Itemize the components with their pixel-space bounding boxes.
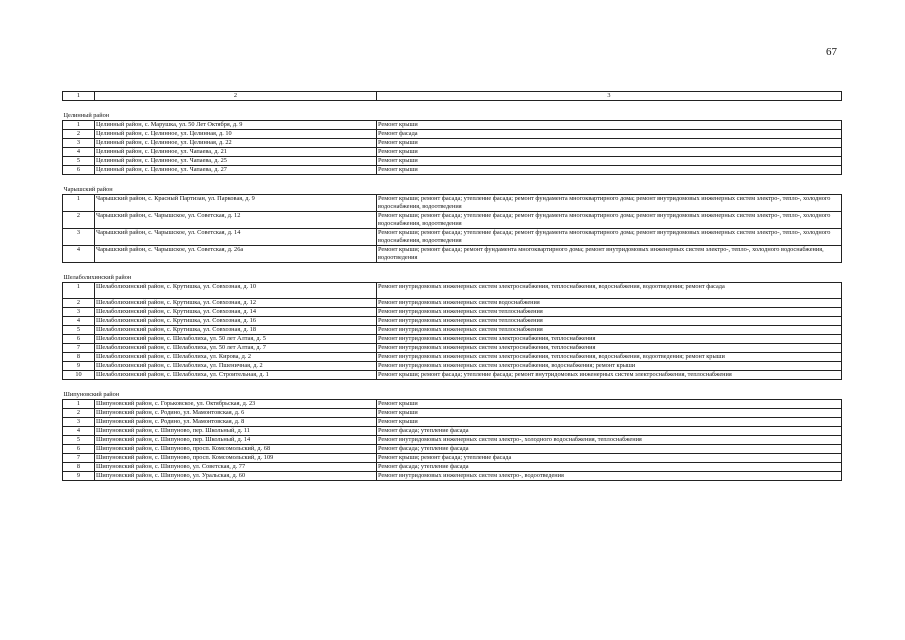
address-cell: Шелаболихинский район, с. Шелаболиха, ул. Строительная, д. 1 xyxy=(95,371,377,380)
header-col-2: 2 xyxy=(95,92,377,101)
work-type-cell: Ремонт крыши xyxy=(377,400,842,409)
work-type-cell: Ремонт внутридомовых инженерных систем электроснабжения, теплоснабжения, водоснабжения, водоотведения; ремонт крыши xyxy=(377,353,842,362)
district-row xyxy=(63,380,842,400)
work-type-cell: Ремонт крыши xyxy=(377,139,842,148)
row-number: 2 xyxy=(63,409,95,418)
table-row xyxy=(63,445,842,454)
district-row xyxy=(63,263,842,283)
row-number: 2 xyxy=(63,212,95,229)
table-row xyxy=(63,121,842,130)
row-number: 8 xyxy=(63,353,95,362)
address-cell: Шелаболихинский район, с. Шелаболиха, ул. 50 лет Алтая, д. 5 xyxy=(95,335,377,344)
row-number: 4 xyxy=(63,317,95,326)
work-type-cell: Ремонт крыши xyxy=(377,166,842,175)
work-type-cell: Ремонт внутридомовых инженерных систем водоснабжения xyxy=(377,299,842,308)
row-number: 7 xyxy=(63,454,95,463)
address-cell: Целинный район, с. Марушка, ул. 50 Лет Октября, д. 9 xyxy=(95,121,377,130)
address-cell: Чарышский район, с. Чарышское, ул. Советская, д. 26а xyxy=(95,246,377,263)
work-type-cell: Ремонт внутридомовых инженерных систем электро-, холодного водоснабжения, теплоснабжения xyxy=(377,436,842,445)
address-cell: Шипуновский район, с. Шипуново, ул. Уральская, д. 60 xyxy=(95,472,377,481)
address-cell: Шипуновский район, с. Шипуново, просп. Комсомольский, д. 109 xyxy=(95,454,377,463)
row-number: 2 xyxy=(63,299,95,308)
address-cell: Шипуновский район, с. Шипуново, пер. Школьный, д. 14 xyxy=(95,436,377,445)
district-row xyxy=(63,175,842,195)
address-cell: Шипуновский район, с. Шипуново, просп. Комсомольский, д. 68 xyxy=(95,445,377,454)
row-number: 4 xyxy=(63,148,95,157)
address-cell: Шелаболихинский район, с. Шелаболиха, ул. Пшеничная, д. 2 xyxy=(95,362,377,371)
row-number: 3 xyxy=(63,229,95,246)
address-cell: Шипуновский район, с. Горьковское, ул. Октябрьская, д. 23 xyxy=(95,400,377,409)
row-number: 3 xyxy=(63,308,95,317)
address-cell: Шипуновский район, с. Шипуново, пер. Школьный, д. 11 xyxy=(95,427,377,436)
header-col-1: 1 xyxy=(63,92,95,101)
row-number: 6 xyxy=(63,335,95,344)
address-cell: Чарышский район, с. Чарышское, ул. Советская, д. 14 xyxy=(95,229,377,246)
table-header-row xyxy=(63,92,842,101)
row-number: 7 xyxy=(63,344,95,353)
table-row xyxy=(63,157,842,166)
work-type-cell: Ремонт внутридомовых инженерных систем теплоснабжения xyxy=(377,308,842,317)
row-number: 5 xyxy=(63,157,95,166)
work-type-cell: Ремонт внутридомовых инженерных систем электроснабжения, теплоснабжения xyxy=(377,344,842,353)
row-number: 5 xyxy=(63,326,95,335)
address-cell: Шипуновский район, с. Шипуново, ул. Советская, д. 77 xyxy=(95,463,377,472)
table-row xyxy=(63,148,842,157)
work-type-cell: Ремонт крыши xyxy=(377,409,842,418)
address-cell: Целинный район, с. Целинное, ул. Чапаева, д. 21 xyxy=(95,148,377,157)
row-number: 3 xyxy=(63,418,95,427)
district-name: Целинный район xyxy=(63,101,842,121)
work-type-cell: Ремонт крыши; ремонт фасада; ремонт фундамента многоквартирного дома; ремонт внутридомовых инженерных систем электро-, тепло-, холодного водоснабжения, водоотведения xyxy=(377,246,842,263)
address-cell: Шелаболихинский район, с. Крутишка, ул. Совхозная, д. 12 xyxy=(95,299,377,308)
table-row xyxy=(63,195,842,212)
address-cell: Чарышский район, с. Чарышское, ул. Советская, д. 12 xyxy=(95,212,377,229)
table-row xyxy=(63,344,842,353)
table-row xyxy=(63,472,842,481)
work-type-cell: Ремонт внутридомовых инженерных систем электроснабжения, теплоснабжения xyxy=(377,335,842,344)
table-row xyxy=(63,427,842,436)
table-row xyxy=(63,166,842,175)
work-type-cell: Ремонт фасада xyxy=(377,130,842,139)
address-cell: Шелаболихинский район, с. Крутишка, ул. Совхозная, д. 14 xyxy=(95,308,377,317)
work-type-cell: Ремонт фасада; утепление фасада xyxy=(377,463,842,472)
page-number: 67 xyxy=(826,46,837,58)
repair-table-body xyxy=(63,92,842,481)
table-row xyxy=(63,335,842,344)
address-cell: Шелаболихинский район, с. Крутишка, ул. Совхозная, д. 18 xyxy=(95,326,377,335)
work-type-cell: Ремонт фасада; утепление фасада xyxy=(377,445,842,454)
table-row xyxy=(63,317,842,326)
work-type-cell: Ремонт крыши; ремонт фасада; утепление фасада xyxy=(377,454,842,463)
address-cell: Шелаболихинский район, с. Шелаболиха, ул. 50 лет Алтая, д. 7 xyxy=(95,344,377,353)
work-type-cell: Ремонт крыши; ремонт фасада; утепление фасада; ремонт фундамента многоквартирного дома; ремонт внутридомовых инженерных систем электро-, тепло-, холодного водоснабжения, водоотведения xyxy=(377,212,842,229)
row-number: 3 xyxy=(63,139,95,148)
table-row xyxy=(63,353,842,362)
district-name: Чарышский район xyxy=(63,175,842,195)
table-row xyxy=(63,212,842,229)
row-number: 9 xyxy=(63,362,95,371)
table-row xyxy=(63,299,842,308)
address-cell: Целинный район, с. Целинное, ул. Чапаева, д. 25 xyxy=(95,157,377,166)
row-number: 1 xyxy=(63,195,95,212)
address-cell: Целинный район, с. Целинное, ул. Целинная, д. 22 xyxy=(95,139,377,148)
row-number: 2 xyxy=(63,130,95,139)
address-cell: Целинный район, с. Целинное, ул. Целинная, д. 10 xyxy=(95,130,377,139)
work-type-cell: Ремонт крыши; ремонт фасада; утепление фасада; ремонт фундамента многоквартирного дома; ремонт внутридомовых инженерных систем электро-, тепло-, холодного водоснабжения, водоотведения xyxy=(377,195,842,212)
work-type-cell: Ремонт внутридомовых инженерных систем теплоснабжения xyxy=(377,326,842,335)
work-type-cell: Ремонт фасада; утепление фасада xyxy=(377,427,842,436)
table-row xyxy=(63,326,842,335)
address-cell: Шелаболихинский район, с. Шелаболиха, ул. Кирова, д. 2 xyxy=(95,353,377,362)
row-number: 1 xyxy=(63,121,95,130)
row-number: 4 xyxy=(63,427,95,436)
address-cell: Чарышский район, с. Красный Партизан, ул. Парковая, д. 9 xyxy=(95,195,377,212)
work-type-cell: Ремонт внутридомовых инженерных систем теплоснабжения xyxy=(377,317,842,326)
row-number: 5 xyxy=(63,436,95,445)
work-type-cell: Ремонт крыши xyxy=(377,148,842,157)
table-row xyxy=(63,436,842,445)
table-row xyxy=(63,283,842,299)
table-row xyxy=(63,246,842,263)
work-type-cell: Ремонт внутридомовых инженерных систем электроснабжения, водоснабжения; ремонт крыши xyxy=(377,362,842,371)
table-row xyxy=(63,130,842,139)
work-type-cell: Ремонт внутридомовых инженерных систем электроснабжения, теплоснабжения, водоснабжения, водоотведения; ремонт фасада xyxy=(377,283,842,299)
table-row xyxy=(63,229,842,246)
address-cell: Шипуновский район, с. Родино, ул. Мамонтовская, д. 6 xyxy=(95,409,377,418)
work-type-cell: Ремонт крыши xyxy=(377,121,842,130)
table-row xyxy=(63,454,842,463)
address-cell: Шелаболихинский район, с. Крутишка, ул. Совхозная, д. 16 xyxy=(95,317,377,326)
work-type-cell: Ремонт крыши xyxy=(377,418,842,427)
row-number: 1 xyxy=(63,400,95,409)
table-row xyxy=(63,371,842,380)
address-cell: Целинный район, с. Целинное, ул. Чапаева, д. 27 xyxy=(95,166,377,175)
row-number: 10 xyxy=(63,371,95,380)
district-name: Шелаболихинский район xyxy=(63,263,842,283)
row-number: 1 xyxy=(63,283,95,299)
address-cell: Шипуновский район, с. Родино, ул. Мамонтовская, д. 8 xyxy=(95,418,377,427)
work-type-cell: Ремонт крыши xyxy=(377,157,842,166)
table-row xyxy=(63,418,842,427)
address-cell: Шелаболихинский район, с. Крутишка, ул. Совхозная, д. 10 xyxy=(95,283,377,299)
row-number: 6 xyxy=(63,166,95,175)
table-row xyxy=(63,409,842,418)
table-row xyxy=(63,308,842,317)
table-row xyxy=(63,400,842,409)
district-row xyxy=(63,101,842,121)
work-type-cell: Ремонт крыши; ремонт фасада; утепление фасада; ремонт внутридомовых инженерных систем электроснабжения, теплоснабжения xyxy=(377,371,842,380)
table-row xyxy=(63,463,842,472)
repair-table xyxy=(62,91,842,481)
table-row xyxy=(63,362,842,371)
row-number: 4 xyxy=(63,246,95,263)
row-number: 6 xyxy=(63,445,95,454)
district-name: Шипуновский район xyxy=(63,380,842,400)
table-row xyxy=(63,139,842,148)
row-number: 8 xyxy=(63,463,95,472)
header-col-3: 3 xyxy=(377,92,842,101)
row-number: 9 xyxy=(63,472,95,481)
work-type-cell: Ремонт крыши; ремонт фасада; утепление фасада; ремонт фундамента многоквартирного дома; ремонт внутридомовых инженерных систем электро-, тепло-, холодного водоснабжения, водоотведения xyxy=(377,229,842,246)
work-type-cell: Ремонт внутридомовых инженерных систем электро-, водоотведения xyxy=(377,472,842,481)
